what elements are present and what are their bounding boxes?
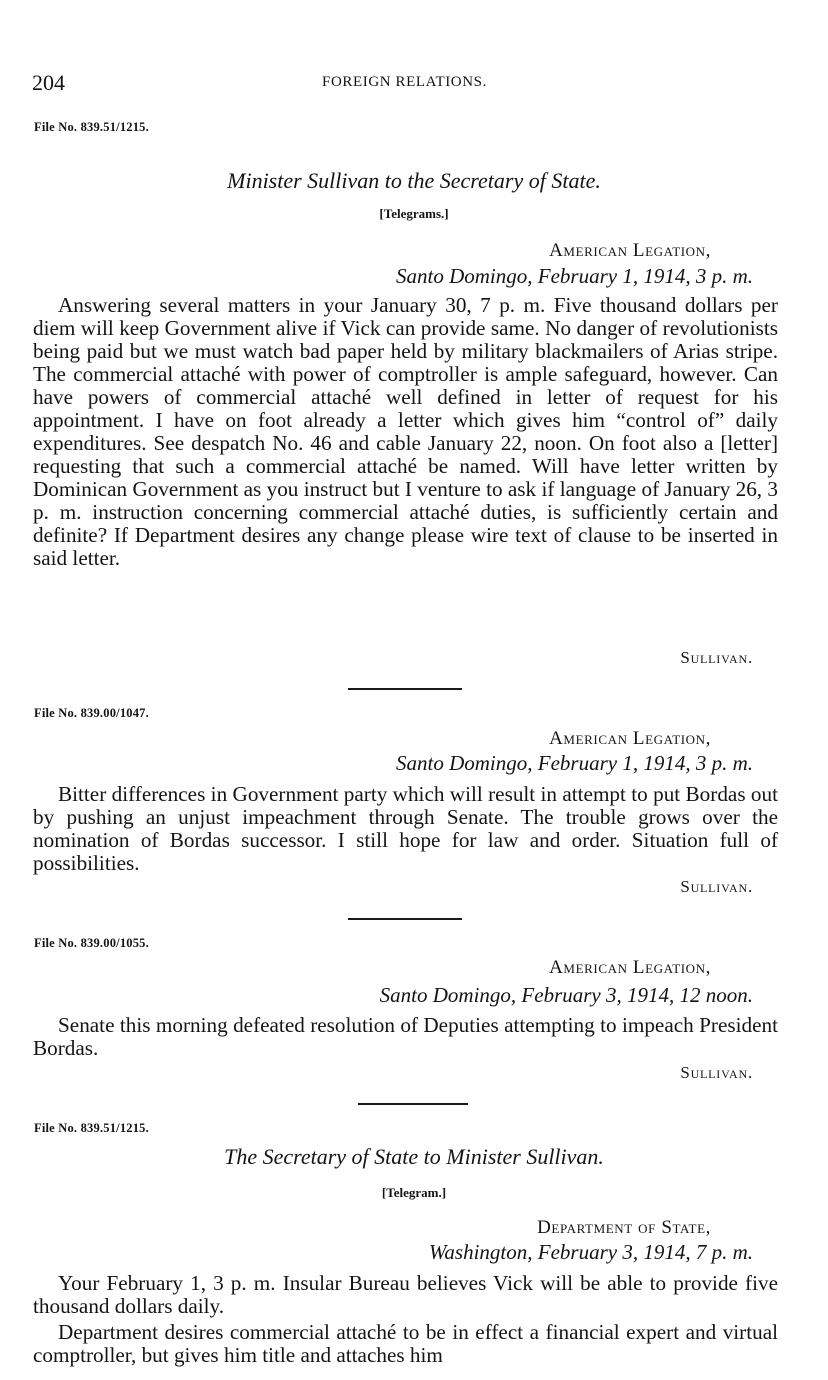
telegram-body: [33, 1014, 778, 1060]
paragraph: Your February 1, 3 p. m. Insular Bureau believes Vick will be able to provide five thousand dollars daily.: [33, 1271, 778, 1318]
running-head: FOREIGN RELATIONS.: [322, 74, 487, 90]
section-divider: [358, 1103, 468, 1105]
dateline: Washington, February 3, 1914, 7 p. m.: [428, 1240, 753, 1264]
document-heading: Minister Sullivan to the Secretary of State.: [227, 168, 601, 193]
document-subheading: [Telegram.]: [381, 1185, 447, 1200]
telegram-body: [33, 1272, 778, 1367]
file-number: File No. 839.00/1047.: [34, 706, 149, 720]
sender-line: American Legation,: [549, 240, 711, 261]
dateline: Santo Domingo, February 1, 1914, 3 p. m.: [396, 751, 753, 775]
paragraph: Department desires commercial attaché to be in effect a financial expert and virtual comptroller, but gives him title and attaches him: [33, 1320, 778, 1367]
sender-line: Department of State,: [537, 1217, 711, 1238]
page-header: [32, 70, 792, 100]
paragraph: Answering several matters in your January 30, 7 p. m. Five thousand dollars per diem will keep Government alive if Vick can provide same. No danger of revolutionists being paid but we must watch bad paper held by military blackmailers of Arias stripe. The commercial attaché with power of comptroller is ample safeguard, however. Can have powers of commercial attaché well defined in letter of request for his appointment. I have on foot already a letter which gives him “control of” daily expenditures. See despatch No. 46 and cable January 22, noon. On foot also a [letter] requesting that such a commercial attaché be named. Will have letter written by Dominican Government as you instruct but I venture to ask if language of January 26, 3 p. m. instruction concerning commercial attaché duties, is sufficiently certain and definite? If Department desires any change please wire text of clause to be inserted in said letter.: [33, 293, 778, 570]
file-number: File No. 839.00/1055.: [34, 936, 149, 950]
dateline: Santo Domingo, February 1, 1914, 3 p. m.: [396, 264, 753, 288]
sender-line: American Legation,: [549, 728, 711, 749]
page-number: 204: [32, 70, 65, 95]
paragraph: Bitter differences in Government party which will result in attempt to put Bordas out by pushing an unjust impeachment through Senate. The trouble grows over the nomination of Bordas successor. I still hope for law and order. Situation full of possibilities.: [33, 782, 778, 875]
telegram-body: [33, 783, 778, 875]
file-number: File No. 839.51/1215.: [34, 120, 149, 134]
document-subheading: [Telegrams.]: [379, 206, 449, 221]
paragraph: Senate this morning defeated resolution of Deputies attempting to impeach President Bordas.: [33, 1013, 778, 1060]
signature: Sullivan.: [680, 877, 753, 896]
file-number: File No. 839.51/1215.: [34, 1121, 149, 1135]
section-divider: [348, 688, 462, 690]
dateline: Santo Domingo, February 3, 1914, 12 noon.: [379, 983, 753, 1007]
document-heading: The Secretary of State to Minister Sullivan.: [224, 1144, 604, 1169]
telegram-body: [33, 294, 778, 570]
sender-line: American Legation,: [549, 957, 711, 978]
signature: Sullivan.: [680, 648, 753, 667]
signature: Sullivan.: [680, 1063, 753, 1082]
section-divider: [348, 918, 462, 920]
